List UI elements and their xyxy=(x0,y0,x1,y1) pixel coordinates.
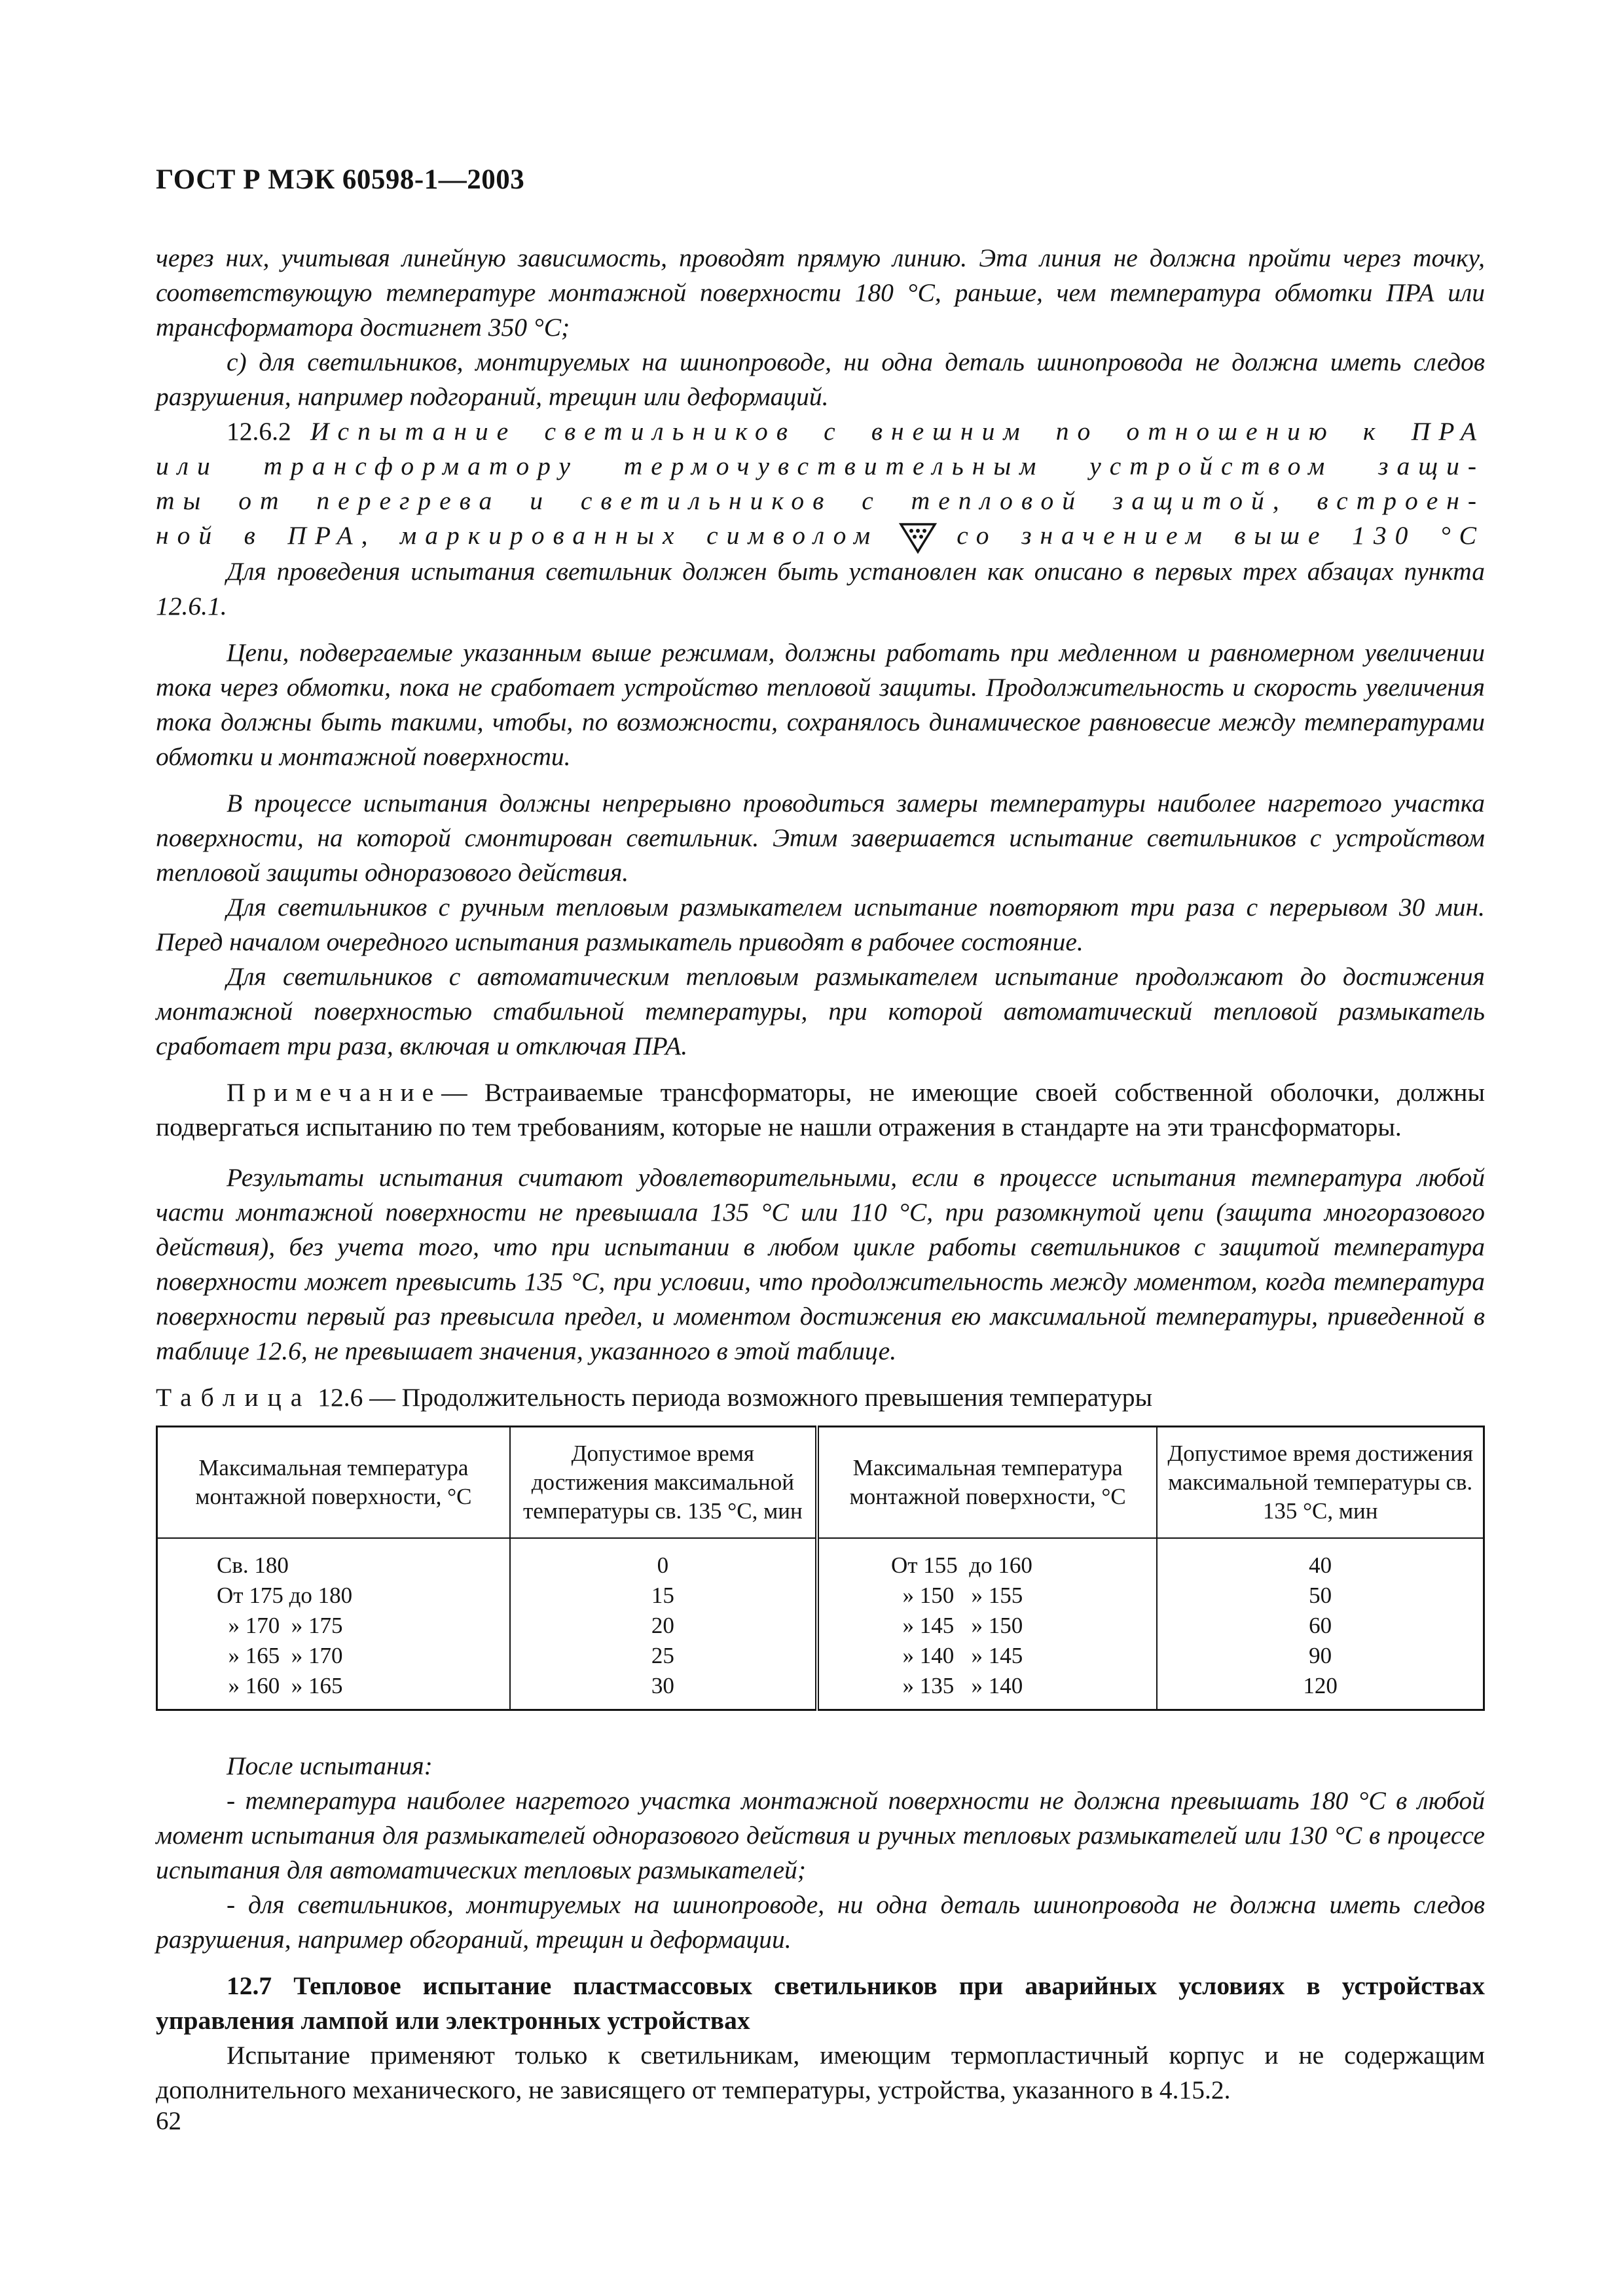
paragraph-after-busbar: - для светильников, монтируемых на шинопроводе, ни одна деталь шинопровода не должна иметь следов разрушения, например обгораний, трещин и деформации. xyxy=(156,1890,1485,1954)
column-time-1 xyxy=(510,1538,817,1710)
page-number: 62 xyxy=(156,2107,181,2135)
table-header-row xyxy=(157,1426,1484,1538)
table-cell: 120 xyxy=(1303,1672,1338,1698)
table-cell: » 150 » 155 xyxy=(890,1582,1023,1608)
table-cell: 50 xyxy=(1309,1582,1332,1608)
table-caption xyxy=(156,1380,1485,1415)
paragraph-item-c: с) для светильников, монтируемых на шинопроводе, ни одна деталь шинопровода не должна иметь следов разрушения, например подгораний, трещин или деформаций. xyxy=(156,348,1485,411)
temperature-table xyxy=(156,1426,1485,1711)
note-label: Примечание xyxy=(227,1077,442,1107)
table-cell: 0 xyxy=(657,1552,669,1578)
paragraph-results: Результаты испытания считают удовлетворительными, если в процессе испытания температура любой части монтажной поверхности не превышала 135 °С или 110 °С, при разомкнутой цепи (защита многоразового действия), без учета того, что при испытании в любом цикле работы светильников с защитой температура поверхности может превысить 135 °С, при условии, что продолжительность между моментом, когда температура поверхности первый раз превысила предел, и моментом достижения ею максимальной температуры, приведенной в таблице 12.6, не превышает значения, указанного в этой таблице. xyxy=(156,1162,1485,1365)
thermal-protection-symbol-icon xyxy=(898,522,938,554)
section-12-7-heading: 12.7 Тепловое испытание пластмассовых светильников при аварийных условиях в устройствах управления лампой или электронных устройствах xyxy=(156,1971,1485,2035)
paragraph-continuation: через них, учитывая линейную зависимость, проводят прямую линию. Эта линия не должна пройти через точку, соответствующую температуре монтажной поверхности 180 °С, раньше, чем температура обмотки ПРА или трансформатора достигнет 350 °С; xyxy=(156,243,1485,342)
table-cell: 25 xyxy=(651,1642,674,1668)
table-row xyxy=(157,1538,1484,1710)
column-time-2 xyxy=(1157,1538,1484,1710)
paragraph-manual-switch: Для светильников с ручным тепловым размыкателем испытание повторяют три раза с перерывом 30 мин. Перед началом очередного испытания размыкатель приводят в рабочее состояние. xyxy=(156,892,1485,956)
paragraph-after-test: После испытания: xyxy=(227,1751,433,1780)
header-max-temp-2: Максимальная температура монтажной поверхности, °С xyxy=(817,1426,1157,1538)
section-title-line-1: Испытание светильников с внешним по отношению к ПРА xyxy=(310,417,1485,446)
paragraph-circuits: Цепи, подвергаемые указанным выше режимам, должны работать при медленном и равномерном увеличении тока через обмотки, пока не сработает устройство тепловой защиты. Продолжительность и скорость увеличения тока должны быть такими, чтобы, по возможности, сохранялось динамическое равновесие между температурами обмотки и монтажной поверхности. xyxy=(156,637,1485,771)
table-cell: » 165 » 170 xyxy=(217,1642,343,1668)
section-title-line-3: ты от перегрева и светильников с тепловой защитой, встроен- xyxy=(156,486,1485,515)
table-cell: 90 xyxy=(1309,1642,1332,1668)
table-cell: » 135 » 140 xyxy=(890,1672,1023,1698)
paragraph-12-7-scope: Испытание применяют только к светильникам, имеющим термопластичный корпус и не содержащим дополнительного механического, не зависящего от температуры, устройства, указанного в 4.15.2. xyxy=(156,2040,1485,2104)
paragraph-after-temp: - температура наиболее нагретого участка монтажной поверхности не должна превышать 180 °С в любой момент испытания для размыкателей одноразового действия и ручных тепловых размыкателей или 130 °С в процессе испытания для автоматических тепловых размыкателей; xyxy=(156,1785,1485,1884)
column-temp-2 xyxy=(817,1538,1157,1710)
section-title-line-4b: со значением выше 130 °С xyxy=(957,521,1486,550)
header-max-temp-1: Максимальная температура монтажной поверхности, °С xyxy=(157,1426,510,1538)
table-cell: » 170 » 175 xyxy=(217,1612,343,1638)
paragraph-auto-switch: Для светильников с автоматическим тепловым размыкателем испытание продолжают до достижения монтажной поверхностью стабильной температуры, при которой автоматический тепловой размыкатель сработает три раза, включая и отключая ПРА. xyxy=(156,961,1485,1060)
note-paragraph xyxy=(156,1075,1485,1145)
table-cell: 20 xyxy=(651,1612,674,1638)
header-time-1: Допустимое время достижения максимальной температуры св. 135 °С, мин xyxy=(510,1426,817,1538)
section-number: 12.6.2 xyxy=(227,417,291,446)
document-body xyxy=(156,241,1485,2108)
note-text: — Встраиваемые трансформаторы, не имеющие своей собственной оболочки, должны подвергаться испытанию по тем требованиям, которые не нашли отражения в стандарте на эти трансформаторы. xyxy=(156,1077,1485,1141)
paragraph-measurements: В процессе испытания должны непрерывно проводиться замеры температуры наиболее нагретого участка поверхности, на которой смонтирован светильник. Этим завершается испытание светильников с устройством тепловой защиты одноразового действия. xyxy=(156,788,1485,887)
section-12-6-2-heading xyxy=(156,414,1485,554)
header-time-2: Допустимое время достижения максимальной температуры св. 135 °С, мин xyxy=(1157,1426,1484,1538)
table-cell: » 160 » 165 xyxy=(217,1672,343,1698)
section-title-line-2: или трансформатору термочувствительным устройством защи- xyxy=(156,452,1485,480)
table-cell: 40 xyxy=(1309,1552,1332,1578)
paragraph-setup: Для проведения испытания светильник должен быть установлен как описано в первых трех абзацах пункта 12.6.1. xyxy=(156,556,1485,620)
table-cell: » 140 » 145 xyxy=(890,1642,1023,1668)
table-caption-label: Таблица xyxy=(156,1382,312,1412)
table-cell: 15 xyxy=(651,1582,674,1608)
section-title-line-4a: ной в ПРА, маркированных символом xyxy=(156,521,879,550)
table-cell: » 145 » 150 xyxy=(890,1612,1023,1638)
table-cell: От 175 до 180 xyxy=(217,1582,353,1608)
table-cell: 30 xyxy=(651,1672,674,1698)
table-caption-text: 12.6 — Продолжительность периода возможного превышения температуры xyxy=(318,1382,1153,1412)
table-cell: Св. 180 xyxy=(217,1552,289,1578)
document-header: ГОСТ Р МЭК 60598-1—2003 xyxy=(156,164,525,195)
column-temp-1 xyxy=(157,1538,510,1710)
table-cell: 60 xyxy=(1309,1612,1332,1638)
table-cell: От 155 до 160 xyxy=(890,1552,1032,1578)
